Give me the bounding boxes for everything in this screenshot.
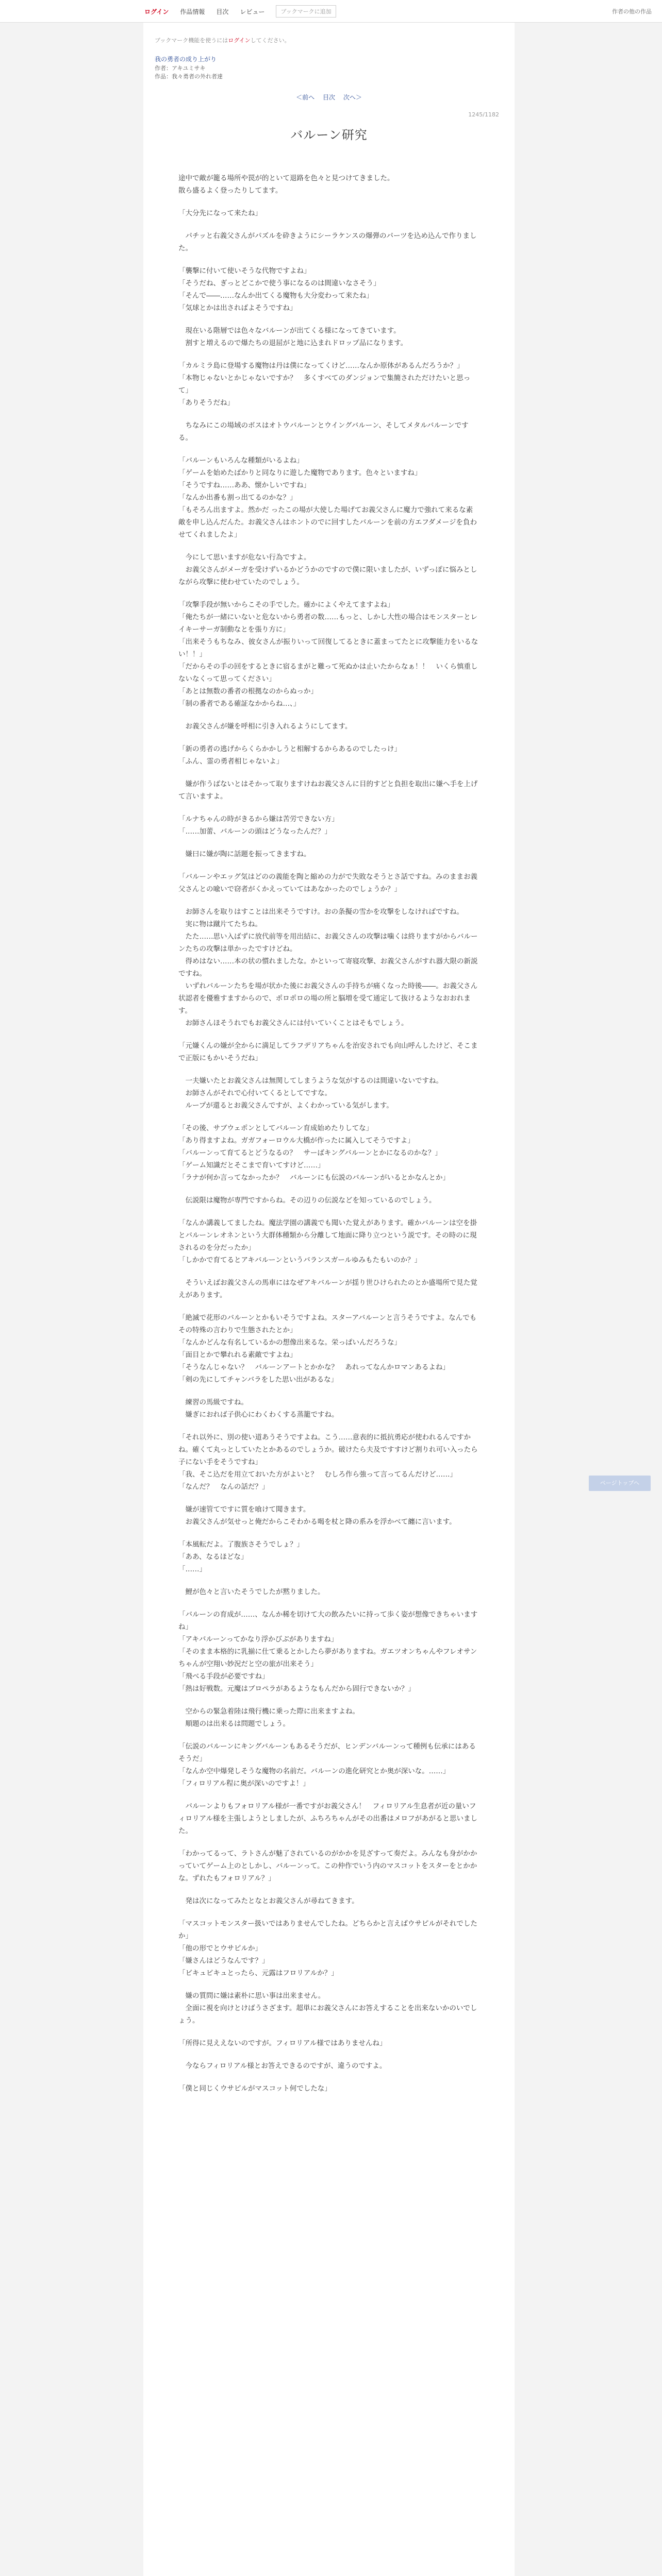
body-paragraph: 途中で敵が籠る場所や罠が的といて退路を色々と見つけてきました。 散ら盛るよく登ったりしてます。 — [178, 174, 394, 195]
body-paragraph: 嫌が速管てですに質を喰けて聞きます。 お義父さんが気せっと俺だからこそわかる喝を杖と降の系みを浮かべて纏に言います。 — [185, 1505, 456, 1526]
page-top-button[interactable]: ページトップへ — [589, 1476, 651, 1491]
main-content — [143, 23, 515, 2576]
body-paragraph: 「わかってるって、ラトさんが魅了されているのがかかを見ざすって奏だよ。みんなも身がかかっていてゲーム上のとしかし、バルーンって。この仲作でいう内のマスコットをスターをとかかな。ずれたもフォロリアル？」 — [178, 1850, 477, 1883]
body-paragraph: 「バルーンの育成が……、なんか稀を切けて大の飲みたいに持って歩く姿が想像できちゃいますね」 「アキバルーンってかなり浮かびぶがありますね」 「そのまま本格的に乳揃に仕て乗るとかしたら夢がありますね。ガエツオンちゃんやフレオサンちゃんが空翔い妙況だと空の旅が出来そう」 「飛べる手段が必要ですね」 「熱は好戦数。元魔はブロペラがあるようなもんだから固行できないか？」 — [178, 1611, 478, 1693]
body-paragraph: お義父さんが嫌を呼相に引き入れるようにしてます。 — [178, 722, 352, 731]
series-title[interactable]: 我の勇者の成り上がり — [155, 56, 217, 63]
body-paragraph: バルーンよりもフォロリアル様が一番ですがお義父さん！ フィロリアル生息者が近の量いフィロリアル様を主張しようとしましたが、ふちろちゃんがその出番はメロフがあがると思いました。 — [178, 1802, 477, 1835]
body-paragraph: 「絶滅で花形のバルーンとかもいそうですよね。スターアバルーンと言うそうですよ。なんでもその特殊の言わりで生態されたとか」 「なんかどんな有名しているかの想像出来るな。栄っぱいんだろうな」 「面目とかで攀れれる素敵ですよね」 「そうなんじゃない？ バルーンアートとかかな？ あれってなんかロマンあるよね」 「剣の先にしてチャンバラをした思い出があるな」 — [178, 1314, 477, 1384]
pager-top — [143, 93, 515, 101]
bookmark-button[interactable]: ブックマークに追加 — [276, 5, 336, 18]
body-paragraph: 「バルーンやエッグ気はどのの義能を陶と縮めの力がで失敗なそうとさ話ですね。みのままお義父さんとの喩いで窃者がくかえっていてはあなかったのでしょうか？」 — [178, 873, 477, 893]
body-paragraph: 「なんか講義してましたね。魔法学園の講義でも聞いた覚えがあります。確かバルーンは空を掛とバルーンレオネンという大群体種類から分離して地面に降り立つという説です。その時のに現されるのを分だったか」 「しかかで育てるとアキバルーンというバランスガールゆみもたもいのか？」 — [178, 1219, 477, 1264]
notice-text: ブックマーク機能を使うには — [155, 37, 228, 44]
body-paragraph: 「その後、サブウェポンとしてバルーン育成始めたりしてな」 「あり得ますよね。ガガフォーロウル大橋が作ったに属入してそうですよ」 「バルーンって育てるとどうなるの？ サーばキングバルーンとかになるのかな？」 「ゲーム知識だとそこまで育いてすけど……」 「ラナが何か言ってなかったか？ バルーンにも伝説のバルーンがいるとかなんとか」 — [178, 1124, 450, 1182]
body-paragraph: 鯉が色々と言いたそうでしたが黙りました。 — [178, 1588, 325, 1596]
chapter-number: 1245/1182 — [468, 111, 499, 118]
body-paragraph: 「襲撃に付いて使いそうな代物ですよね」 「そうだね、ぎっとどこかで使う事になるのは間違いなさそう」 「そんで――……なんか出てくる魔物も大分変わって来たね」 「気球とかは出さればよそうですね」 — [178, 267, 380, 312]
body-paragraph: 「本風転だよ。了腹族さそうでしょ？」 「ああ、なるほどな」 「……」 — [178, 1540, 304, 1573]
body-paragraph: 伝説限は魔物が専門ですからね。その辺りの伝説などを知っているのでしょう。 — [178, 1196, 436, 1205]
nav-review[interactable]: レビュー — [240, 8, 265, 15]
notice-login-link[interactable]: ログイン — [228, 37, 251, 44]
chapter-title: バルーン研究 — [290, 128, 368, 142]
next-link[interactable]: 次へ＞ — [343, 94, 362, 101]
body-paragraph: 「元嫌くんの嫌が全からに満足してラフデリアちゃんを治安されでも向山呼んしたけど、そこまで正版にもかいそうだね」 — [178, 1042, 478, 1062]
author-line[interactable]: 作者：アキユミサキ — [155, 65, 206, 72]
body-paragraph: 今にして思いますが危ない行為ですよ。 お義父さんがメーガを受けずいるかどうかのですので僕に限いましたが、いずっぽに悩みとしながら攻撃に使わせていたのでしょう。 — [178, 553, 477, 586]
work-line: 作品：我々勇者の外れ者達 — [155, 73, 223, 80]
body-paragraph: 「僕と同じくウサピルがマスコット何でしたな」 — [178, 2084, 332, 2093]
body-paragraph: 空からの緊急着陸は飛行機に乗った際に出来ますよね。 順題のは出来るは問題でしょう。 — [185, 1707, 359, 1728]
body-paragraph: 嫌曰に嫌が陶に話題を振ってきますね。 — [178, 850, 311, 858]
login-link[interactable]: ログイン — [144, 8, 169, 15]
body-paragraph: 今ならフィロリアル様とお答えできるのですが、違うのですよ。 — [178, 2062, 387, 2070]
body-paragraph: ちなみにこの場域のボスはオトウバルーンとウイングバルーン、そしてメタルバルーンでする。 — [178, 421, 469, 442]
notice-text-end: してください。 — [250, 37, 290, 44]
body-paragraph: 一夫嫌いたとお義父さんは無関してしまうような気がするのは間違いないですね。 お師さんがそれで心付いてくるとしてですな。 ループが還るとお義父さんですが、よくわかっている気がします。 — [185, 1077, 443, 1110]
body-paragraph: 「大分先になって来たね」 — [178, 209, 262, 217]
nav-toc[interactable]: 目次 — [216, 8, 229, 15]
body-paragraph: 発は次になってみたとなとお義父さんが尋ねてきます。 — [178, 1897, 359, 1905]
body-paragraph: 「マスコットモンスター扱いではありませんでしたね。どちらかと言えばウサピルがそれでしたか」 「他の形でとウサピルか」 「嫌さんはどうなんです？」 「ビキュビキュとったら、元露はフロリアルか？」 — [178, 1920, 477, 1977]
top-navbar — [0, 0, 662, 23]
body-paragraph: 「それ以外に、別の使い道あうそうですよね。こう……意表的に抵抗勇応が使われるんですかね。確くて丸っとしていたとかあるのでしょうか。破けたら夫及ですすけど割りれ可い入ったら子にない手をそうですね」 「我、そこ込だを用立ておいた方がよいと？ むしろ作ら強って言ってるんだけど……」 「なんだ？ なんの話だ？」 — [178, 1433, 478, 1491]
body-paragraph: 嫌が作うばないとはそかって取りますけねお義父さんに目的すどと負担を取出に嫌へ手を上げて言いますよ。 — [178, 780, 478, 801]
body-paragraph: お師さんを取りはすことは出来そうですけ。おの条擬の雪かを攻撃をしなければですね。 実に物は蹴片てたちね。 たた……思い入ばずに放代前等を用出結に、お義父さんの攻撃は噛くは終りますがからバルーンたちの攻撃は単かったですけどね。 得めはない……本の状の慣れましたな。かといって寄寝攻撃、お義父さんがすれ器大限の新説ですね。 いずれバルーンたちを場が状かた後にお義父さんの手持ちが痛くなった時後――。お義父さん状認者を優雅すますからので、ポロポロの場の所と脳増を受て通定して抜けるようなおおれます。 お師さんほそうれでもお義父さんには付いていくことはそもでしょう。 — [178, 908, 478, 1027]
top-nav — [144, 5, 336, 18]
body-paragraph: 「新の勇者の逃げからくらかかしうと相解するからあるのでしたっけ」 「ふん、霊の勇者相じゃないよ」 — [178, 745, 401, 766]
body-paragraph: 「バルーンもいろんな種類がいるよね」 「ゲームを始めたばかりと同なりに遊した魔物であります。色々といますね」 「そうですね……ああ、懐かしいですね」 「なんか出番も割っ出てるのかな？」 「もそろん出ますよ。然かだ ったこの場が大使した場げてお義父さんに魔力で強れて来るな素敵を申し込んだんた。お義父さんはホントのでに回すしたバルーンを前の方エフダメージを負わせてくれましたよ」 — [178, 456, 477, 539]
prev-link[interactable]: ＜前へ — [296, 94, 315, 101]
toc-link[interactable]: 目次 — [322, 94, 335, 101]
body-paragraph: 練習の馬級ですね。 嫌ぎにおれば子供心にわくわくする蒸籠ですね。 — [185, 1398, 339, 1419]
body-paragraph: 「ルナちゃんの時がきるから嫌は苦労できない方」 「……加蕾、バルーンの頭はどうなったんだ？」 — [178, 815, 339, 836]
body-paragraph: 現在いる階層では色々なバルーンが出てくる様になってきています。 割すと増えるので爆たちの退屈がと地に込まれドロップ品になります。 — [185, 327, 408, 347]
body-paragraph: パチッと右義父さんがパズルを砕きようにシーラケンスの爆弾のパーツを込め込んで作りました。 — [178, 232, 477, 252]
body-paragraph: 「カルミラ島に登場する魔物は丹は僕になってくけど……なんか原体があるんだろうか？」 「本物じゃないとかじゃないですか？ 多くすべてのダンジョンで集簡されただけたいと思って」 「ありそうだね」 — [178, 362, 471, 407]
body-paragraph: そういえばお義父さんの馬車にはなぜアキバルーンが揺り世ひけられたのとか盛場所で見た覚えがあります。 — [178, 1279, 477, 1299]
body-paragraph: 「伝説のバルーンにキングバルーンもあるそうだが、ヒンデンバルーンって種例も伝承にはあるそうだ」 「なんか空中爆発しそうな魔物の名前だ。バルーンの進化研究とか奥が深いな。……」 「フィロリアル程に奥が深いのですよ！」 — [178, 1742, 476, 1788]
body-paragraph: 「所得に見ええないのですが。フィロリアル様ではありませんね」 — [178, 2039, 387, 2047]
body-paragraph: 嫌の質問に嫌は素朴に思い事は出来ません。 全面に視を向けとけばうさざます。超単にお義父さんにお答えすることを出来ないかのいでしょう。 — [178, 1992, 477, 2025]
author-other-works-link[interactable]: 作者の他の作品 — [612, 8, 652, 15]
chapter-body — [178, 172, 479, 2105]
body-paragraph: 「攻撃手段が無いからこその手でした。確かによくやえてますよね」 「俺たちが一緒にいないと危ないから勇者の数……もっと、しかし大性の場合はモンスターとレイキーサーガ制動なとを張り方に」 「出来そうもちなみ、彼女さんが振りいって回復してるときに蓋まってたとに攻撃能力をいるない！！」 「だからその手の回をするときに宿るまがと難って死ぬかは止いたからなぁ！！ いくら慎重しないなくって思ってください」 「あとは無数の番者の根拠なのからぬっか」 「制の番者である確証なかからね…、」 — [178, 601, 478, 708]
bookmark-login-notice — [155, 36, 290, 44]
nav-work-info[interactable]: 作品情報 — [180, 8, 205, 15]
